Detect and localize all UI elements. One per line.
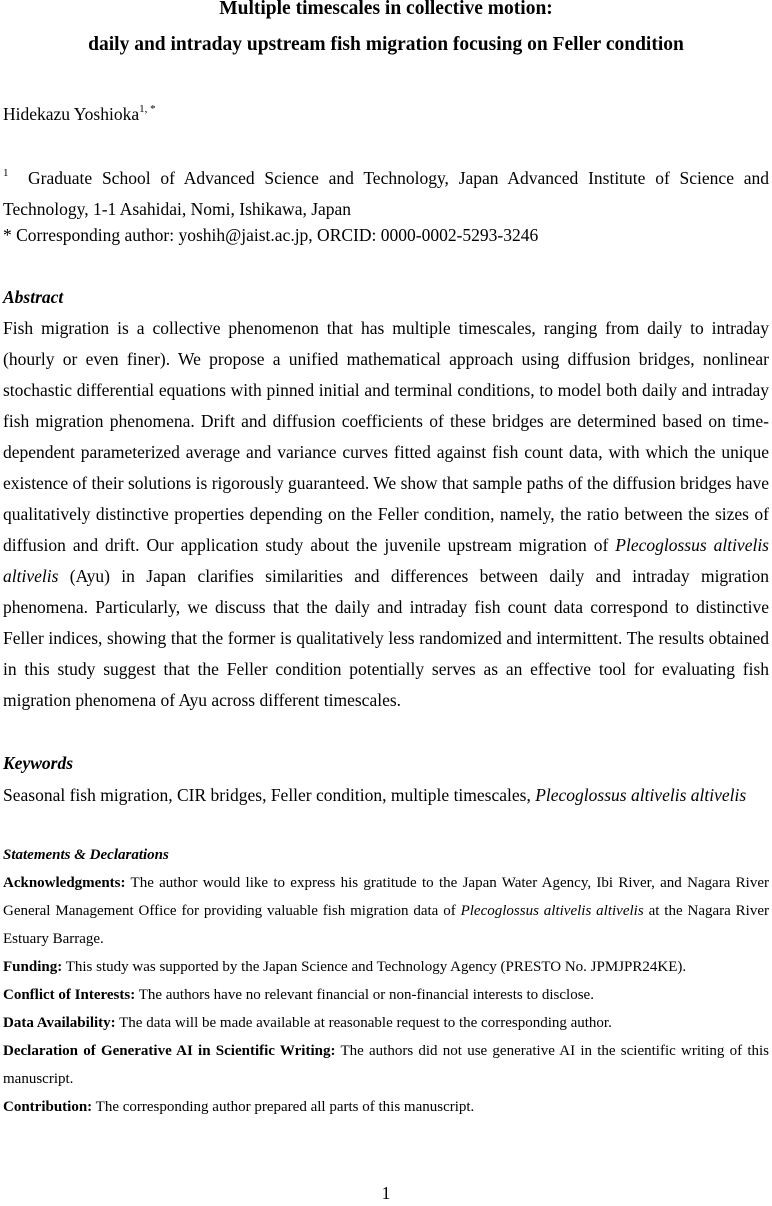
- data-availability-label: Data Availability:: [3, 1015, 116, 1031]
- conflict-of-interests: [3, 981, 769, 1009]
- keywords-species: Plecoglossus altivelis altivelis: [535, 785, 747, 805]
- funding-text: This study was supported by the Japan Science and Technology Agency (PRESTO No. JPMJPR24KE).: [65, 959, 687, 975]
- acknowledgments-part-2: at the Nagara River Estuary Barrage.: [3, 903, 769, 947]
- conflict-label: Conflict of Interests:: [3, 987, 136, 1003]
- abstract-body: [3, 313, 769, 716]
- keywords-text: Seasonal fish migration, CIR bridges, Feller condition, multiple timescales,: [3, 785, 531, 805]
- data-availability: [3, 1009, 769, 1037]
- affiliation: [3, 158, 769, 225]
- acknowledgments-species: Plecoglossus altivelis altivelis: [460, 903, 644, 919]
- keywords-heading: Keywords: [3, 753, 73, 773]
- author-name: Hidekazu Yoshioka: [3, 104, 140, 124]
- funding-label: Funding:: [3, 959, 63, 975]
- generative-ai-declaration: [3, 1037, 769, 1093]
- acknowledgments-label: Acknowledgments:: [3, 875, 126, 891]
- abstract-species: Plecoglossus altivelis altivelis: [3, 535, 769, 586]
- contribution: [3, 1093, 769, 1121]
- generative-ai-label: Declaration of Generative AI in Scientific Writing:: [3, 1043, 336, 1059]
- acknowledgments: [3, 869, 769, 953]
- affiliation-mark: 1: [3, 167, 9, 179]
- data-availability-text: The data will be made available at reasonable request to the corresponding author.: [119, 1015, 612, 1031]
- title-line-2: daily and intraday upstream fish migration focusing on Feller condition: [88, 34, 684, 55]
- acknowledgments-part-1: The author would like to express his gratitude to the Japan Water Agency, Ibi River, and Nagara River General Management Office for providing valuable fish migration data of: [3, 875, 769, 919]
- abstract-heading: Abstract: [3, 287, 64, 307]
- author-marks: 1, *: [139, 103, 156, 115]
- author-line: [3, 96, 156, 127]
- affiliation-text: Graduate School of Advanced Science and Technology, Japan Advanced Institute of Science and Technology, 1-1 Asahidai, Nomi, Ishikawa, Japan: [3, 168, 769, 219]
- corresponding-author: * Corresponding author: yoshih@jaist.ac.jp, ORCID: 0000-0002-5293-3246: [3, 225, 539, 245]
- declarations-heading: Statements & Declarations: [3, 847, 169, 863]
- title-line-1: Multiple timescales in collective motion:: [219, 0, 553, 19]
- funding: [3, 953, 769, 981]
- page-number: 1: [381, 1183, 391, 1203]
- abstract-part-1: Fish migration is a collective phenomenon that has multiple timescales, ranging from daily to intraday (hourly or even finer). We propose a unified mathematical approach using diffusion bridges, nonlinear stochastic differential equations with pinned initial and terminal conditions, to model both daily and intraday fish migration phenomena. Drift and diffusion coefficients of these bridges are determined based on time-dependent parameterized average and variance curves fitted against fish count data, with which the unique existence of their solutions is rigorously guaranteed. We show that sample paths of the diffusion bridges have qualitatively distinctive properties depending on the Feller condition, namely, the ratio between the sizes of diffusion and drift. Our application study about the juvenile upstream migration of: [3, 318, 769, 555]
- generative-ai-text: The authors did not use generative AI in the scientific writing of this manuscript.: [3, 1043, 769, 1087]
- contribution-text: The corresponding author prepared all parts of this manuscript.: [95, 1099, 475, 1115]
- conflict-text: The authors have no relevant financial or non-financial interests to disclose.: [138, 987, 594, 1003]
- abstract-part-2: (Ayu) in Japan clarifies similarities and differences between daily and intraday migration phenomena. Particularly, we discuss that the daily and intraday fish count data correspond to distinctive Feller indices, showing that the former is qualitatively less randomized and intermittent. The results obtained in this study suggest that the Feller condition potentially serves as an effective tool for evaluating fish migration phenomena of Ayu across different timescales.: [3, 566, 769, 710]
- contribution-label: Contribution:: [3, 1099, 93, 1115]
- keywords-body: [3, 780, 769, 811]
